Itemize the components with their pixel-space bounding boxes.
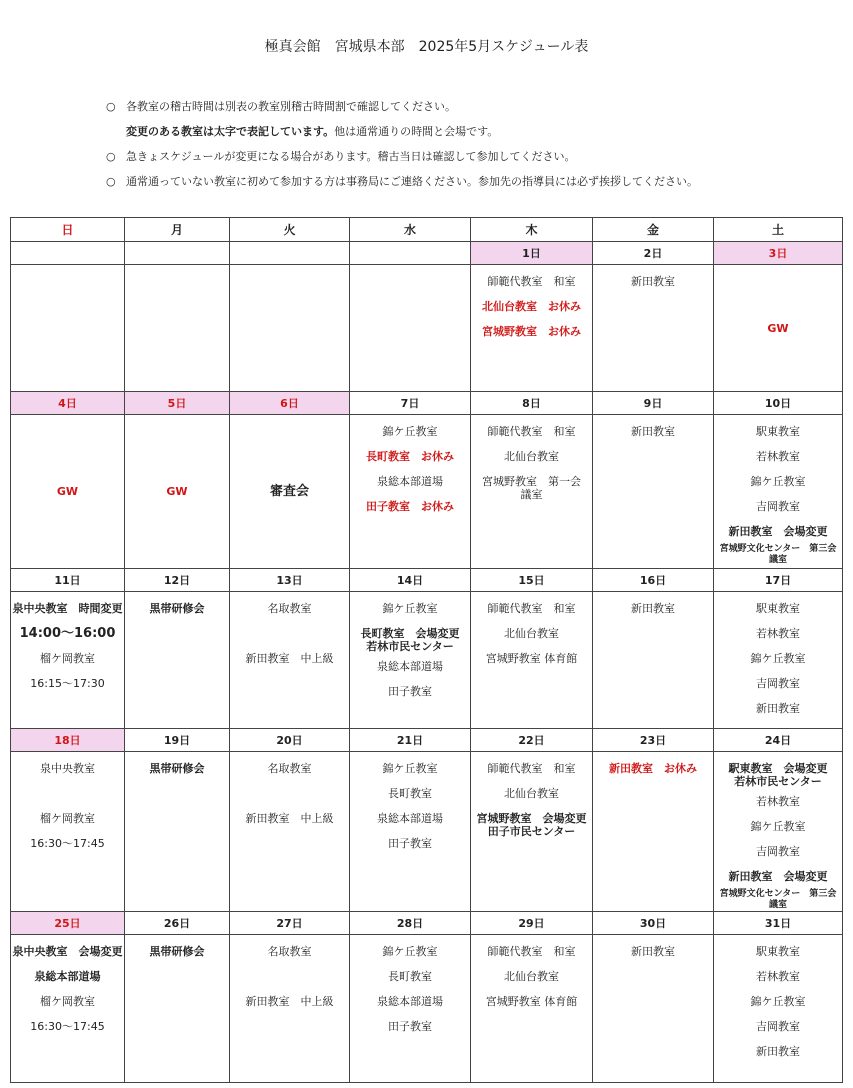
schedule-line: 錦ケ丘教室: [382, 945, 438, 958]
note-bullet: ○: [106, 150, 116, 163]
day-schedule-cell: [125, 592, 230, 729]
schedule-line: 長町教室 お休み: [366, 450, 454, 463]
weekday-header: 水: [350, 218, 471, 242]
schedule-line: 北仙台教室: [504, 450, 559, 463]
day-schedule-cell: [593, 935, 714, 1083]
date-cell: 16日: [593, 569, 714, 592]
schedule-line: 田子教室: [388, 1020, 432, 1033]
schedule-line: 16:15～17:30: [30, 677, 105, 690]
date-cell: 10日: [714, 392, 843, 415]
notes-list: [106, 94, 698, 194]
date-cell: 4日: [11, 392, 125, 415]
schedule-line: [230, 621, 349, 646]
note-text: 変更のある教室は太字で表記しています。: [126, 125, 335, 138]
content-row: [11, 935, 843, 1083]
schedule-line: 泉総本部道場: [377, 995, 443, 1008]
schedule-line: 16:30～17:45: [30, 1020, 105, 1033]
date-row: [11, 729, 843, 752]
day-schedule-cell: [350, 752, 471, 912]
schedule-line: 錦ケ丘教室: [382, 762, 438, 775]
day-schedule-cell: [11, 752, 125, 912]
schedule-line: 北仙台教室 お休み: [482, 300, 581, 313]
weekday-header: 月: [125, 218, 230, 242]
date-cell: [350, 242, 471, 265]
schedule-line: 審査会: [269, 484, 309, 499]
schedule-line: 若林教室: [756, 795, 800, 808]
date-cell: 21日: [350, 729, 471, 752]
schedule-line: 吉岡教室: [756, 1020, 800, 1033]
schedule-line: 宮城野教室 第一会: [482, 475, 581, 488]
date-cell: 9日: [593, 392, 714, 415]
schedule-line: 新田教室 中上級: [245, 812, 334, 825]
day-schedule-cell: [11, 415, 125, 569]
day-schedule-cell: [714, 265, 843, 392]
schedule-line: 議室: [520, 488, 543, 501]
day-schedule-cell: [230, 592, 350, 729]
schedule-line: 錦ケ丘教室: [382, 425, 438, 438]
schedule-line: 泉総本部道場: [377, 475, 443, 488]
schedule-line: 駅東教室: [756, 602, 800, 615]
schedule-line: GW: [56, 485, 79, 498]
day-schedule-cell: [350, 592, 471, 729]
schedule-line: 新田教室: [756, 702, 800, 715]
date-cell: 1日: [471, 242, 593, 265]
day-schedule-cell: [593, 265, 714, 392]
day-schedule-cell: [125, 935, 230, 1083]
date-cell: 20日: [230, 729, 350, 752]
day-schedule-cell: [714, 592, 843, 729]
calendar-body: [11, 242, 843, 1083]
date-row: [11, 392, 843, 415]
schedule-line: 若林市民センター: [734, 775, 822, 788]
schedule-line: 榴ケ岡教室: [40, 995, 95, 1008]
schedule-line: 黒帯研修会: [149, 602, 205, 615]
note-bullet: ○: [106, 100, 116, 113]
schedule-line: 名取教室: [267, 602, 312, 615]
schedule-line: 名取教室: [267, 945, 312, 958]
day-schedule-cell: [471, 592, 593, 729]
schedule-line: 田子教室: [388, 837, 432, 850]
schedule-line: 泉中央教室 時間変更: [12, 602, 123, 615]
schedule-line: 議室: [768, 555, 787, 565]
schedule-line: 新田教室 中上級: [245, 995, 334, 1008]
day-schedule-cell: [593, 415, 714, 569]
schedule-line: 宮城野教室 体育館: [485, 995, 578, 1008]
schedule-line: GW: [767, 321, 789, 335]
schedule-line: 若林教室: [756, 450, 800, 463]
schedule-line: 榴ケ岡教室: [40, 812, 95, 825]
schedule-line: 泉総本部道場: [377, 660, 443, 673]
date-cell: 30日: [593, 912, 714, 935]
date-cell: 6日: [230, 392, 350, 415]
schedule-line: 宮城野教室 会場変更: [476, 812, 587, 825]
schedule-line: 新田教室: [631, 945, 675, 958]
content-row: [11, 752, 843, 912]
day-schedule-cell: [593, 592, 714, 729]
schedule-line: [11, 781, 124, 806]
schedule-line: 吉岡教室: [756, 677, 800, 690]
schedule-line: 師範代教室 和室: [487, 945, 576, 958]
schedule-line: 泉中央教室 会場変更: [12, 945, 123, 958]
schedule-line: 新田教室: [756, 1045, 800, 1058]
date-cell: 28日: [350, 912, 471, 935]
schedule-line: 新田教室 会場変更: [728, 525, 828, 538]
date-cell: 31日: [714, 912, 843, 935]
schedule-line: 議室: [768, 900, 787, 910]
schedule-line: 泉総本部道場: [34, 970, 101, 983]
day-schedule-cell: [471, 935, 593, 1083]
weekday-header: 金: [593, 218, 714, 242]
schedule-line: 名取教室: [267, 762, 312, 775]
calendar-table: [10, 217, 843, 1083]
day-schedule-cell: [350, 265, 471, 392]
schedule-line: 新田教室 中上級: [245, 652, 334, 665]
date-cell: 19日: [125, 729, 230, 752]
note-line: [106, 169, 698, 194]
day-schedule-cell: [11, 592, 125, 729]
weekday-header: 火: [230, 218, 350, 242]
date-cell: 5日: [125, 392, 230, 415]
date-cell: 14日: [350, 569, 471, 592]
schedule-line: 吉岡教室: [756, 500, 800, 513]
page-title: 極真会館 宮城県本部 2025年5月スケジュール表: [264, 39, 589, 55]
day-schedule-cell: [125, 265, 230, 392]
day-schedule-cell: [593, 752, 714, 912]
weekday-header: 木: [471, 218, 593, 242]
schedule-line: 泉中央教室: [40, 762, 95, 775]
schedule-line: 若林市民センター: [366, 640, 454, 653]
day-schedule-cell: [471, 415, 593, 569]
day-schedule-cell: [11, 935, 125, 1083]
weekday-header: 土: [714, 218, 843, 242]
schedule-line: [230, 781, 349, 806]
schedule-line: 長町教室: [388, 787, 432, 800]
schedule-line: 黒帯研修会: [149, 945, 205, 958]
day-schedule-cell: [125, 415, 230, 569]
day-schedule-cell: [714, 935, 843, 1083]
date-cell: 18日: [11, 729, 125, 752]
schedule-line: 吉岡教室: [756, 845, 800, 858]
schedule-line: 新田教室: [631, 425, 675, 438]
date-row: [11, 569, 843, 592]
date-cell: 26日: [125, 912, 230, 935]
schedule-line: 北仙台教室: [504, 787, 559, 800]
schedule-line: 16:30～17:45: [30, 837, 105, 850]
date-cell: 8日: [471, 392, 593, 415]
day-schedule-cell: [230, 752, 350, 912]
date-cell: 25日: [11, 912, 125, 935]
content-row: [11, 592, 843, 729]
schedule-line: 宮城野文化センター 第三会: [719, 889, 837, 899]
date-cell: [230, 242, 350, 265]
day-schedule-cell: [350, 935, 471, 1083]
day-schedule-cell: [714, 752, 843, 912]
schedule-line: 若林教室: [756, 970, 800, 983]
date-cell: 27日: [230, 912, 350, 935]
day-schedule-cell: [714, 415, 843, 569]
schedule-line: GW: [166, 485, 188, 498]
date-cell: 7日: [350, 392, 471, 415]
schedule-line: 新田教室: [631, 602, 675, 615]
schedule-line: 錦ケ丘教室: [750, 475, 806, 488]
date-cell: 3日: [714, 242, 843, 265]
date-row: [11, 912, 843, 935]
schedule-line: 錦ケ丘教室: [750, 820, 806, 833]
date-cell: 23日: [593, 729, 714, 752]
schedule-line: 北仙台教室: [504, 970, 559, 983]
schedule-line: 田子教室 お休み: [366, 500, 454, 513]
day-schedule-cell: [350, 415, 471, 569]
date-cell: [11, 242, 125, 265]
schedule-line: 黒帯研修会: [149, 762, 205, 775]
day-schedule-cell: [11, 265, 125, 392]
schedule-line: 新田教室 お休み: [609, 762, 697, 775]
day-schedule-cell: [230, 265, 350, 392]
schedule-line: 錦ケ丘教室: [750, 652, 806, 665]
weekday-header: 日: [11, 218, 125, 242]
day-schedule-cell: [230, 415, 350, 569]
date-row: [11, 242, 843, 265]
weekday-header-row: [11, 218, 843, 242]
schedule-line: [230, 964, 349, 989]
day-schedule-cell: [471, 752, 593, 912]
note-text: 他は通常通りの時間と会場です。: [334, 125, 499, 138]
schedule-line: 師範代教室 和室: [487, 425, 576, 438]
note-text: 通常通っていない教室に初めて参加する方は事務局にご連絡ください。参加先の指導員には必ず挨拶してください。: [126, 175, 698, 188]
schedule-line: 駅東教室: [756, 945, 800, 958]
date-cell: 17日: [714, 569, 843, 592]
schedule-line: 14:00～16:00: [19, 626, 116, 641]
content-row: [11, 415, 843, 569]
schedule-line: 若林教室: [756, 627, 800, 640]
schedule-line: 田子教室: [388, 685, 432, 698]
schedule-line: 駅東教室 会場変更: [728, 762, 828, 775]
schedule-line: 榴ケ岡教室: [40, 652, 95, 665]
schedule-line: 宮城野文化センター 第三会: [719, 544, 837, 554]
note-line: [106, 144, 698, 169]
day-schedule-cell: [125, 752, 230, 912]
schedule-line: 長町教室: [388, 970, 432, 983]
schedule-line: 宮城野教室 お休み: [482, 325, 581, 338]
content-row: [11, 265, 843, 392]
date-cell: 29日: [471, 912, 593, 935]
note-text: 各教室の稽古時間は別表の教室別稽古時間割で確認してください。: [126, 100, 456, 113]
date-cell: 24日: [714, 729, 843, 752]
schedule-line: 宮城野教室 体育館: [485, 652, 578, 665]
day-schedule-cell: [230, 935, 350, 1083]
schedule-line: 田子市民センター: [487, 825, 576, 838]
schedule-line: 新田教室 会場変更: [728, 870, 828, 883]
date-cell: 13日: [230, 569, 350, 592]
schedule-line: 師範代教室 和室: [487, 275, 576, 288]
date-cell: 11日: [11, 569, 125, 592]
note-line: [106, 94, 698, 119]
day-schedule-cell: [471, 265, 593, 392]
date-cell: 15日: [471, 569, 593, 592]
schedule-line: 北仙台教室: [504, 627, 559, 640]
schedule-line: 師範代教室 和室: [487, 762, 576, 775]
date-cell: 2日: [593, 242, 714, 265]
date-cell: [125, 242, 230, 265]
note-bullet: ○: [106, 175, 116, 188]
date-cell: 22日: [471, 729, 593, 752]
schedule-line: 錦ケ丘教室: [750, 995, 806, 1008]
schedule-line: 駅東教室: [756, 425, 800, 438]
schedule-line: 師範代教室 和室: [487, 602, 576, 615]
schedule-line: 長町教室 会場変更: [360, 627, 460, 640]
schedule-line: 錦ケ丘教室: [382, 602, 438, 615]
schedule-line: 泉総本部道場: [377, 812, 443, 825]
schedule-line: 新田教室: [631, 275, 675, 288]
note-text: 急きょスケジュールが変更になる場合があります。稽古当日は確認して参加してください。: [126, 150, 576, 163]
date-cell: 12日: [125, 569, 230, 592]
note-line: [106, 119, 698, 144]
